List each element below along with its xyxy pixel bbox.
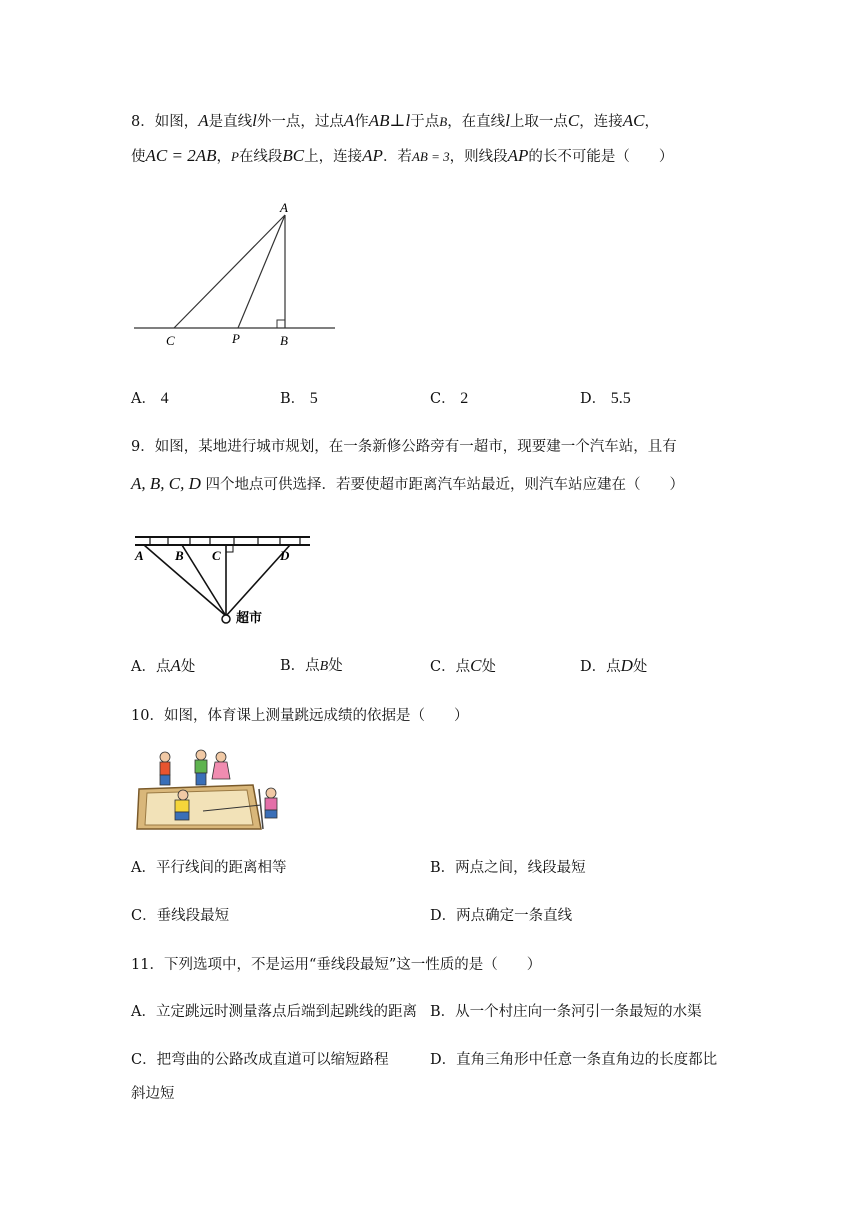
math: AB = 3 xyxy=(411,149,450,164)
text: ．若 xyxy=(382,149,412,165)
child-head xyxy=(178,790,188,800)
q11-option-c[interactable]: C．把弯曲的公路改成直道可以缩短路程 xyxy=(131,1052,389,1068)
q8-option-b[interactable] xyxy=(280,388,318,410)
q10-option-a[interactable]: A．平行线间的距离相等 xyxy=(131,860,287,876)
child-dress xyxy=(212,762,230,779)
child-head xyxy=(196,750,206,760)
q8-option-c[interactable] xyxy=(430,388,468,410)
child-head xyxy=(266,788,276,798)
segment-AP xyxy=(238,215,285,328)
math: l xyxy=(505,111,510,130)
text: 四个地点可供选择．若要使超市距离汽车站最近，则汽车站应建在（ ） xyxy=(205,477,684,493)
segment-AC xyxy=(174,215,285,328)
market-point xyxy=(222,615,230,623)
math: AP xyxy=(362,146,383,165)
text: ，则线段 xyxy=(449,149,508,165)
text: ， xyxy=(644,114,659,130)
child-legs xyxy=(175,812,189,820)
q8-option-a[interactable] xyxy=(131,388,169,410)
math: B xyxy=(439,114,448,129)
child-body xyxy=(175,800,189,812)
math: A, B, C, D xyxy=(131,474,201,493)
math: C xyxy=(567,111,580,130)
option-suffix: 处 xyxy=(632,659,648,675)
child-body xyxy=(265,798,277,810)
child-legs xyxy=(196,773,206,785)
label-C: C xyxy=(166,333,175,348)
q9-line-2 xyxy=(131,473,684,496)
q8-option-d[interactable] xyxy=(580,388,631,410)
child-head xyxy=(216,752,226,762)
q10-figure xyxy=(133,745,288,833)
q11-option-d-continued: 斜边短 xyxy=(131,1086,175,1102)
label-C: C xyxy=(212,548,221,563)
option-value: 5.5 xyxy=(610,390,631,407)
math: AC xyxy=(622,111,645,130)
text: ，在直线 xyxy=(447,114,506,130)
text: 是直线 xyxy=(208,114,253,130)
q9-option-b[interactable] xyxy=(280,655,343,678)
option-suffix: 处 xyxy=(481,659,496,675)
math: AP xyxy=(507,146,529,165)
q9-option-c[interactable] xyxy=(430,655,496,678)
q8-figure xyxy=(130,195,345,355)
q11-stem: 11．下列选项中，不是运用“垂线段最短”这一性质的是（ ） xyxy=(131,957,542,973)
q9-figure xyxy=(130,530,315,630)
option-letter: A． xyxy=(131,391,156,407)
text: 的长不可能是（ ） xyxy=(528,149,674,165)
right-angle-mark xyxy=(226,545,233,552)
option-letter: B．点 xyxy=(280,658,320,674)
text: ， xyxy=(216,149,231,165)
math: P xyxy=(230,149,239,164)
option-letter: D．点 xyxy=(580,659,621,675)
label-market: 超市 xyxy=(236,611,263,626)
option-value: 4 xyxy=(160,390,169,407)
option-letter: C．点 xyxy=(430,659,471,675)
label-D: D xyxy=(280,548,290,563)
option-value: C xyxy=(470,656,482,675)
option-letter: D． xyxy=(580,391,607,407)
text: 外一点，过点 xyxy=(256,114,344,130)
child-legs xyxy=(265,810,277,818)
q8-line-2 xyxy=(131,145,673,168)
text: 在线段 xyxy=(238,149,283,165)
q11-option-d[interactable]: D．直角三角形中任意一条直角边的长度都比 xyxy=(430,1052,718,1068)
math: AC = 2AB xyxy=(145,146,217,165)
math: A xyxy=(198,111,209,130)
child-head xyxy=(160,752,170,762)
q9-option-a[interactable] xyxy=(131,655,195,678)
q11-option-a[interactable]: A．立定跳远时测量落点后端到起跳线的距离 xyxy=(131,1004,417,1020)
math: A xyxy=(343,111,355,130)
label-A: A xyxy=(135,548,144,563)
option-value: A xyxy=(170,656,181,675)
option-value: D xyxy=(620,656,633,675)
q10-option-d[interactable]: D．两点确定一条直线 xyxy=(430,908,573,924)
text: 上取一点 xyxy=(509,114,568,130)
q11-option-b[interactable]: B．从一个村庄向一条河引一条最短的水渠 xyxy=(430,1004,702,1020)
option-value: B xyxy=(319,659,329,674)
text: 使 xyxy=(131,149,146,165)
text: 作 xyxy=(354,114,369,130)
text: 于点 xyxy=(410,114,440,130)
text: 8．如图， xyxy=(131,114,199,130)
math: l xyxy=(252,111,257,130)
child-legs xyxy=(160,775,170,785)
option-suffix: 处 xyxy=(328,658,343,674)
label-B: B xyxy=(280,333,288,348)
math: AB⊥l xyxy=(368,111,411,130)
option-suffix: 处 xyxy=(180,659,196,675)
q10-stem: 10．如图，体育课上测量跳远成绩的依据是（ ） xyxy=(131,708,469,724)
label-B: B xyxy=(175,548,184,563)
option-letter: B． xyxy=(280,391,306,407)
text: ，连接 xyxy=(579,114,623,130)
q8-line-1 xyxy=(131,110,659,133)
q10-option-c[interactable]: C．垂线段最短 xyxy=(131,908,230,924)
q9-option-d[interactable] xyxy=(580,655,647,678)
option-value: 5 xyxy=(309,390,318,407)
option-value: 2 xyxy=(460,390,469,407)
q10-option-b[interactable]: B．两点之间，线段最短 xyxy=(430,860,586,876)
option-letter: C． xyxy=(430,391,456,407)
text: 上，连接 xyxy=(304,149,363,165)
math: BC xyxy=(282,146,305,165)
q9-line-1: 9．如图，某地进行城市规划，在一条新修公路旁有一超市，现要建一个汽车站，且有 xyxy=(131,439,677,455)
option-letter: A．点 xyxy=(131,659,171,675)
right-angle-mark xyxy=(277,320,285,328)
child-body xyxy=(195,760,207,773)
label-A: A xyxy=(280,200,288,215)
child-body xyxy=(160,762,170,775)
label-P: P xyxy=(232,331,240,346)
